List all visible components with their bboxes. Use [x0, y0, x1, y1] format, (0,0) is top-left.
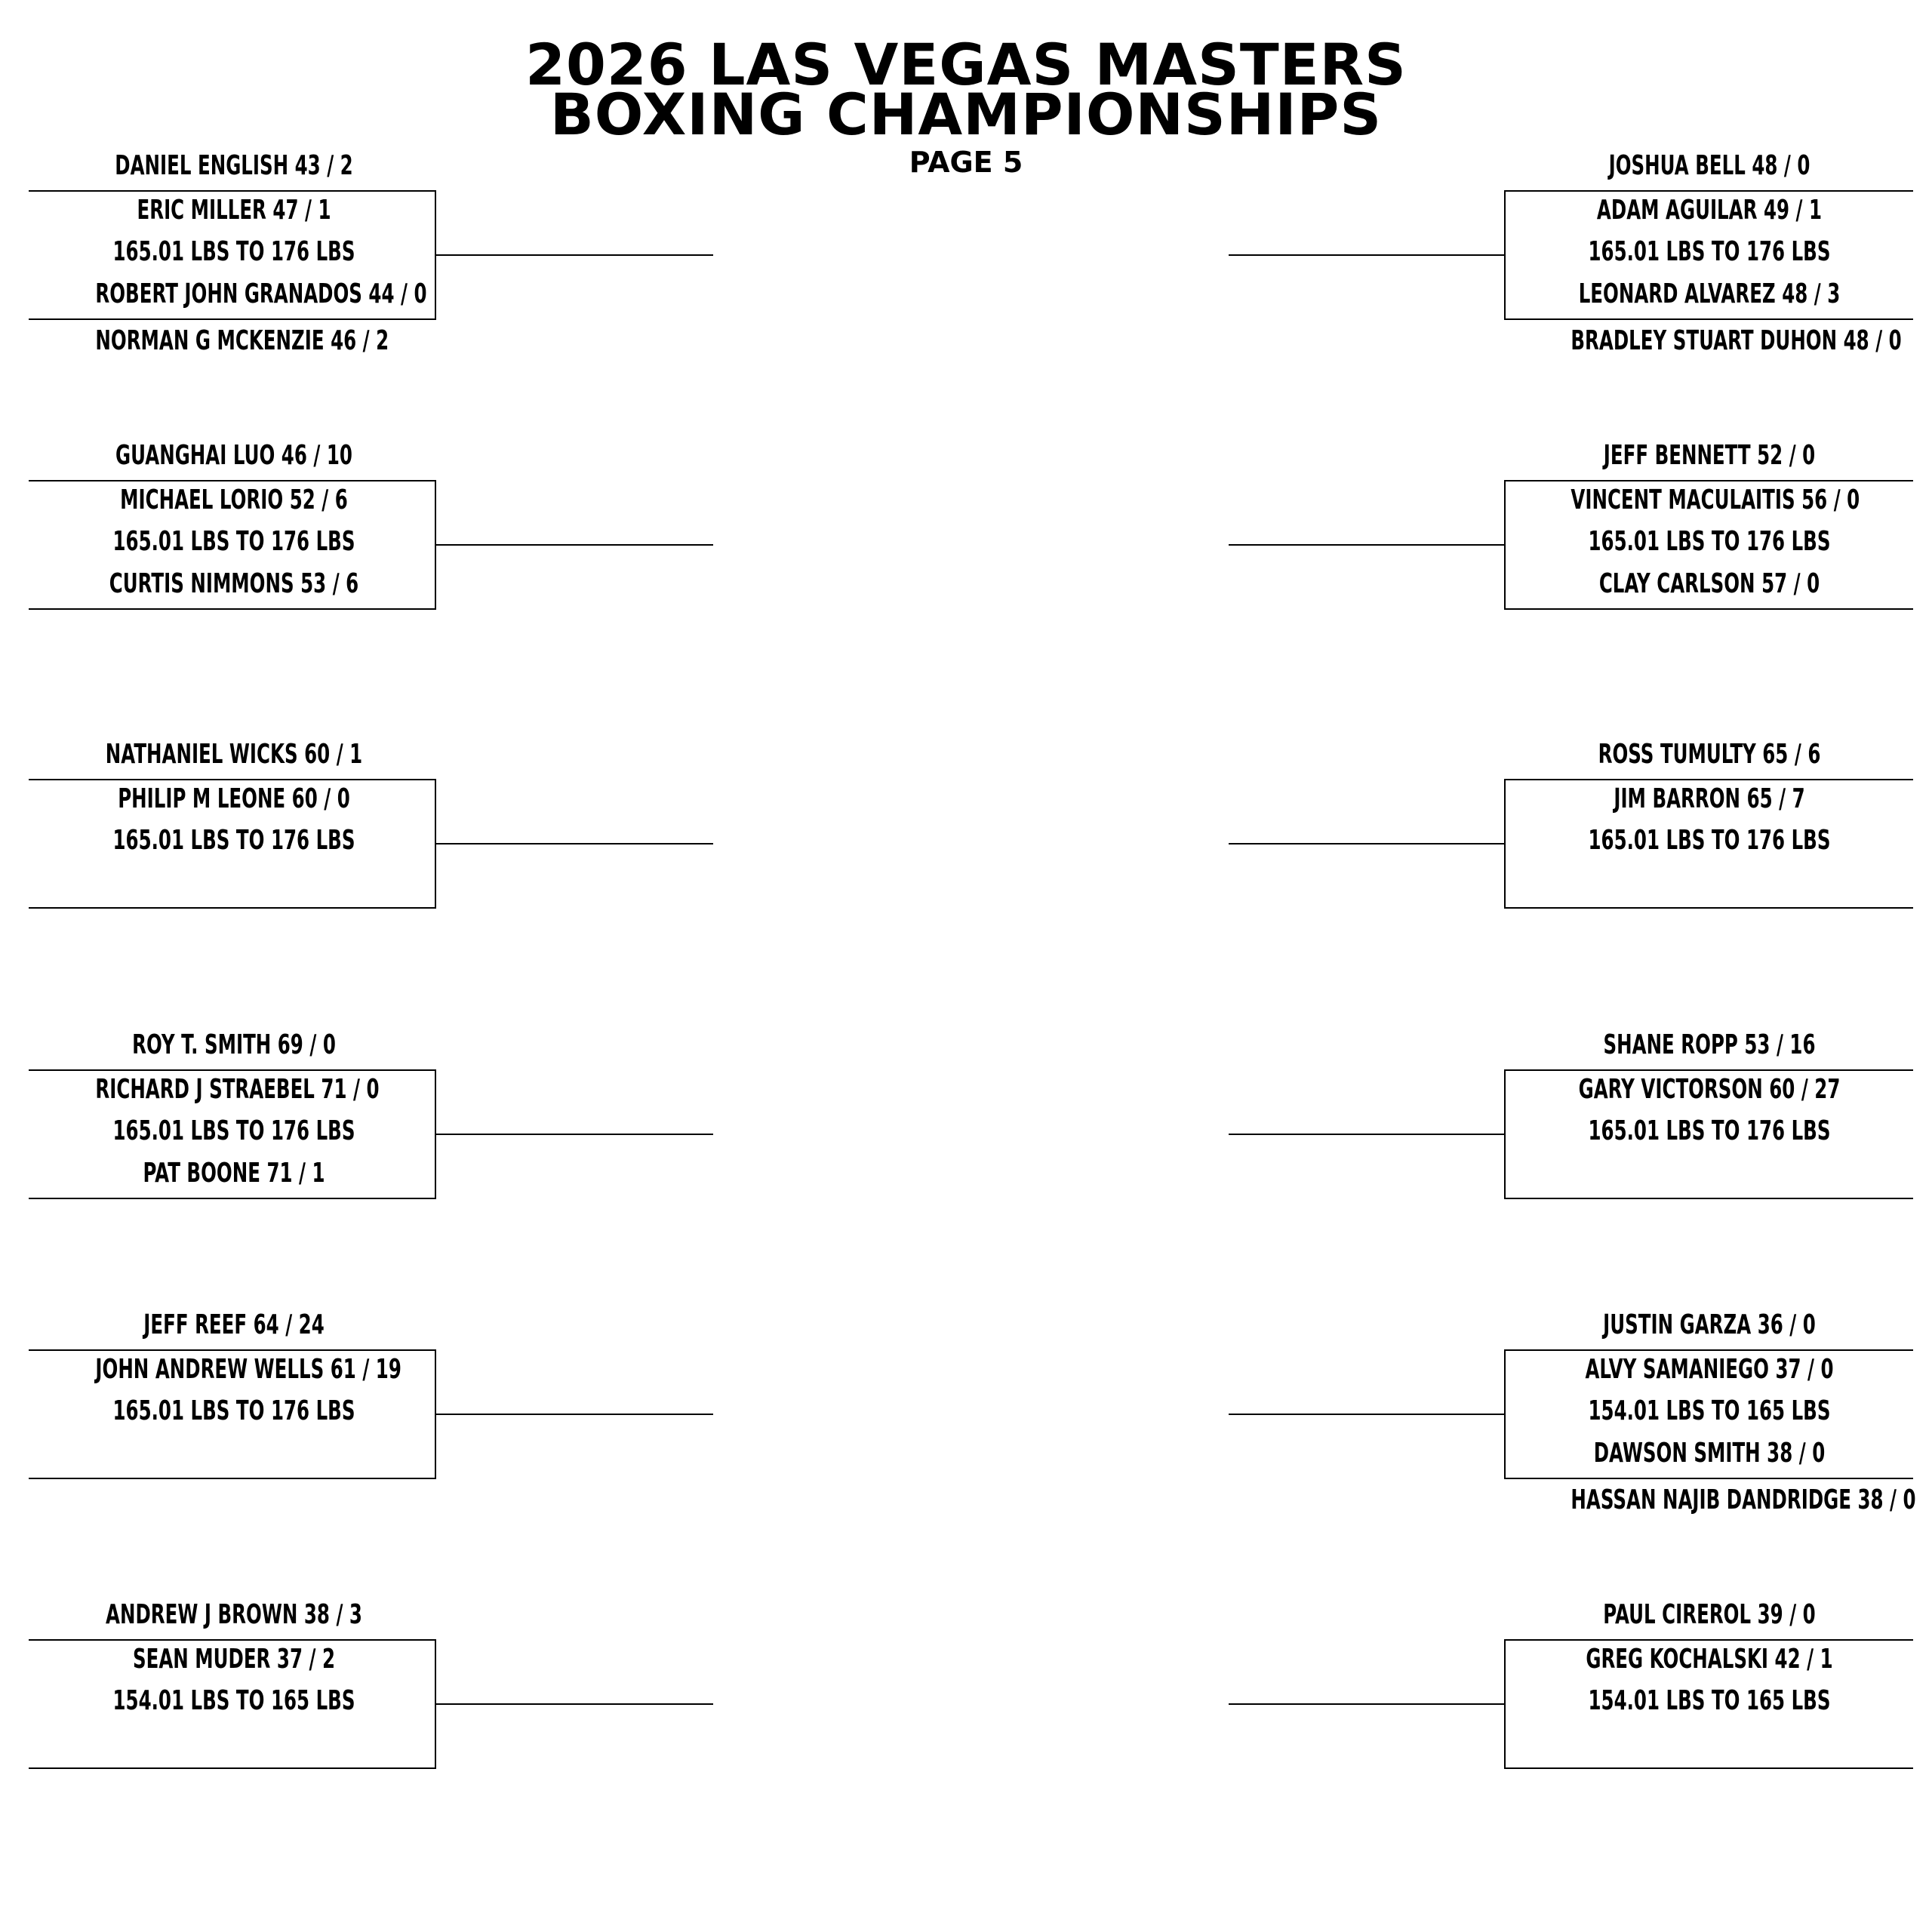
competitor-upper: ALVY SAMANIEGO 37 / 0	[1585, 1354, 1834, 1385]
weight-division: 165.01 LBS TO 176 LBS	[112, 1115, 355, 1146]
weight-division: 165.01 LBS TO 176 LBS	[1588, 526, 1831, 557]
bracket-connector-line	[436, 1414, 713, 1415]
competitor-lower: CURTIS NIMMONS 53 / 6	[109, 568, 359, 599]
weight-division: 165.01 LBS TO 176 LBS	[1588, 1115, 1831, 1146]
competitor-upper: GARY VICTORSON 60 / 27	[1578, 1074, 1841, 1105]
bracket-connector-line	[436, 544, 713, 546]
competitor-top: JOSHUA BELL 48 / 0	[1608, 150, 1810, 181]
weight-division: 165.01 LBS TO 176 LBS	[1588, 236, 1831, 267]
bracket-bottom-line	[29, 608, 436, 610]
title-line-2: BOXING CHAMPIONSHIPS	[549, 81, 1383, 148]
competitor-top: DANIEL ENGLISH 43 / 2	[115, 150, 353, 181]
weight-division: 165.01 LBS TO 176 LBS	[112, 1395, 355, 1426]
competitor-top: JEFF REEF 64 / 24	[143, 1309, 325, 1340]
competitor-upper: JIM BARRON 65 / 7	[1614, 783, 1805, 814]
bracket-connector-line	[436, 1703, 713, 1705]
competitor-lower: CLAY CARLSON 57 / 0	[1598, 568, 1820, 599]
bracket-bottom-line	[1506, 318, 1913, 320]
competitor-lower: PAT BOONE 71 / 1	[143, 1158, 325, 1189]
bracket-connector-line	[436, 1134, 713, 1135]
bracket-bottom-line	[1506, 608, 1913, 610]
bracket-bottom-line	[29, 1478, 436, 1479]
competitor-upper: JOHN ANDREW WELLS 61 / 19	[95, 1354, 401, 1385]
weight-division: 154.01 LBS TO 165 LBS	[112, 1685, 355, 1716]
competitor-upper: PHILIP M LEONE 60 / 0	[118, 783, 350, 814]
page-label: PAGE 5	[909, 146, 1023, 179]
competitor-top: SHANE ROPP 53 / 16	[1603, 1029, 1816, 1060]
competitor-lower: ROBERT JOHN GRANADOS 44 / 0	[95, 278, 427, 309]
bracket-bottom-line	[1506, 1198, 1913, 1199]
weight-division: 165.01 LBS TO 176 LBS	[112, 526, 355, 557]
bracket-bottom-line	[29, 318, 436, 320]
bracket-bottom-line	[1506, 1478, 1913, 1479]
competitor-top: JUSTIN GARZA 36 / 0	[1603, 1309, 1816, 1340]
competitor-top: ANDREW J BROWN 38 / 3	[106, 1599, 362, 1630]
competitor-bottom: BRADLEY STUART DUHON 48 / 0	[1571, 325, 1902, 356]
bracket-connector-line	[1229, 1414, 1505, 1415]
competitor-upper: SEAN MUDER 37 / 2	[132, 1644, 336, 1675]
weight-division: 165.01 LBS TO 176 LBS	[112, 236, 355, 267]
bracket-connector-line	[1229, 843, 1505, 844]
bracket-connector-line	[1229, 1703, 1505, 1705]
competitor-upper: VINCENT MACULAITIS 56 / 0	[1571, 485, 1860, 515]
bracket-connector-line	[1229, 1134, 1505, 1135]
bracket-bottom-line	[1506, 1767, 1913, 1769]
bracket-connector-line	[1229, 254, 1505, 256]
competitor-upper: MICHAEL LORIO 52 / 6	[120, 485, 348, 515]
competitor-top: ROY T. SMITH 69 / 0	[132, 1029, 336, 1060]
weight-division: 165.01 LBS TO 176 LBS	[112, 825, 355, 856]
competitor-upper: GREG KOCHALSKI 42 / 1	[1586, 1644, 1833, 1675]
competitor-lower: DAWSON SMITH 38 / 0	[1593, 1438, 1826, 1469]
bracket-bottom-line	[29, 1767, 436, 1769]
bracket-connector-line	[436, 254, 713, 256]
weight-division: 154.01 LBS TO 165 LBS	[1588, 1395, 1831, 1426]
weight-division: 165.01 LBS TO 176 LBS	[1588, 825, 1831, 856]
weight-division: 154.01 LBS TO 165 LBS	[1588, 1685, 1831, 1716]
bracket-bottom-line	[1506, 907, 1913, 909]
competitor-top: NATHANIEL WICKS 60 / 1	[105, 739, 363, 770]
bracket-bottom-line	[29, 1198, 436, 1199]
competitor-upper: ERIC MILLER 47 / 1	[137, 195, 331, 226]
competitor-top: GUANGHAI LUO 46 / 10	[115, 440, 352, 471]
bracket-bottom-line	[29, 907, 436, 909]
competitor-bottom: NORMAN G MCKENZIE 46 / 2	[95, 325, 389, 356]
title-line-1: 2026 LAS VEGAS MASTERS	[525, 31, 1407, 98]
competitor-bottom: HASSAN NAJIB DANDRIDGE 38 / 0	[1571, 1484, 1916, 1515]
competitor-upper: ADAM AGUILAR 49 / 1	[1596, 195, 1823, 226]
competitor-top: JEFF BENNETT 52 / 0	[1603, 440, 1816, 471]
competitor-top: ROSS TUMULTY 65 / 6	[1598, 739, 1821, 770]
bracket-connector-line	[1229, 544, 1505, 546]
competitor-lower: LEONARD ALVAREZ 48 / 3	[1578, 278, 1841, 309]
competitor-upper: RICHARD J STRAEBEL 71 / 0	[95, 1074, 380, 1105]
bracket-connector-line	[436, 843, 713, 844]
competitor-top: PAUL CIREROL 39 / 0	[1603, 1599, 1816, 1630]
